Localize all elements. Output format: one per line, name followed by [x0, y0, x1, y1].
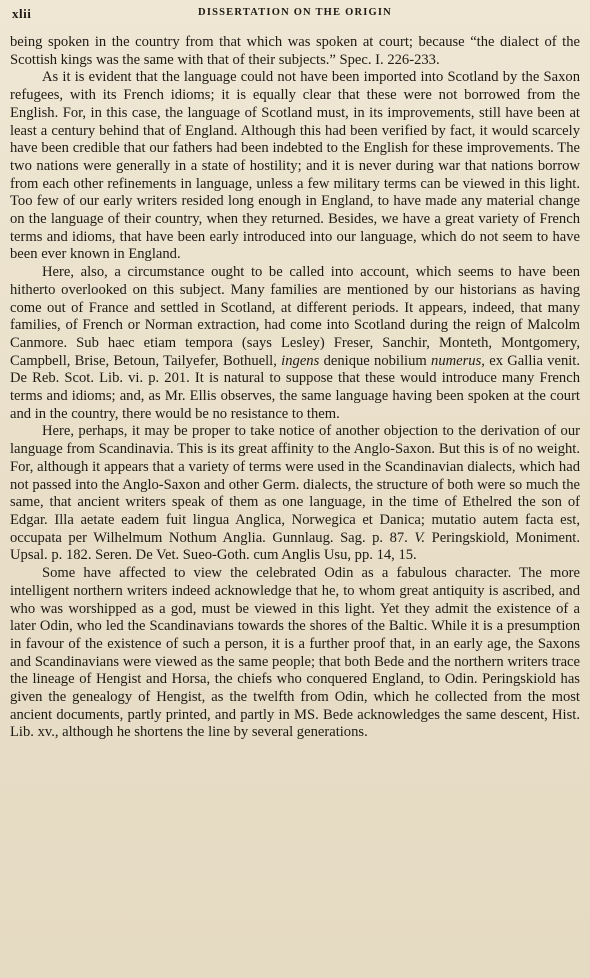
paragraph-continued: being spoken in the country from that which was spoken at court; because “the dialect of the Scottish kings was the same with that of their subjects.” Spec. I. 226-233. [10, 34, 580, 68]
paragraph-text: Here, perhaps, it may be proper to take notice of another objection to the derivation of our language from Scandinavia. This is its great affinity to the Anglo-Saxon. But this is of no weight. For, although it appears that a variety of terms were used in the Scandinavian dialects, which had not passed into the Anglo-Saxon and other Germ. dialects, the structure of both were so much the same, that ancient writers speak of them as one language, in the time of Ethelred the son of Edgar. Illa aetate eadem fuit lingua Anglica, Norwegica et Danica; mutatio autem facta est, occupata per Wilhelmum Nothum Anglia. Gunnlaug. Sag. p. 87. [10, 423, 580, 546]
italic-ingens: ingens [281, 352, 320, 369]
paragraph-french-families [10, 264, 580, 423]
page-number: xlii [12, 6, 32, 21]
paragraph-text: denique nobilium [323, 352, 427, 369]
paragraph-text: Here, also, a circumstance ought to be called into account, which seems to have been hitherto overlooked on this subject. Many families are mentioned by our historians as having come out of France and settled in Scotland, at different periods. It appears, indeed, that many families, of French or Norman extraction, had come into Scotland during the reign of Malcolm Canmore. Sub haec etiam tempora (says Lesley) Freser, Sanchir, Monteth, Montgomery, Campbell, Brise, Betoun, Tailyefer, Bothuell, [10, 264, 580, 369]
paragraph-odin: Some have affected to view the celebrated Odin as a fabulous character. The more intelligent northern writers indeed acknowledge that he, to whom great antiquity is ascribed, and who was worshipped as a god, must be viewed in this light. Yet they admit the existence of a later Odin, who led the Scandinavians towards the shores of the Baltic. While it is a presumption in favour of the existence of such a person, it is a further proof that, in an early age, the Saxons and Scandinavians were viewed as the same people; that both Bede and the northern writers trace the lineage of Hengist and Horsa, the chiefs who conquered England, to Odin. Peringskiold has given the genealogy of Hengist, as the twelfth from Odin, which he collected from the most ancient documents, partly printed, and partly in MS. Bede acknowledges the same descent, Hist. Lib. xv., although he shortens the line by several generations. [10, 565, 580, 741]
paragraph-scandinavia [10, 423, 580, 565]
running-head [10, 6, 580, 28]
paragraph-text: Peringskiold, Moniment. Upsal. p. 182. Seren. De Vet. Sueo-Goth. cum Anglis Usu, pp. 14, 15. [10, 529, 580, 564]
italic-v: V. [414, 529, 426, 546]
body-text [10, 34, 580, 742]
paragraph-french-idioms: As it is evident that the language could not have been imported into Scotland by the Saxon refugees, with its French idioms; it is equally clear that these were not borrowed from the English. For, in this case, the language of Scotland must, in its improvements, still have been at least a century behind that of England. Although this had been verified by fact, it would scarcely have been credible that our fathers had been indebted to the English for these improvements. The two nations were generally in a state of hostility; and it is never during war that nations borrow from each other refinements in language, unless a few military terms can be viewed in this light. Too few of our early writers resided long enough in England, to have made any material change on the language of their country, when they returned. Besides, we have a great variety of French terms and idioms, that have been early introduced into our language, which do not seem to have been ever known in England. [10, 69, 580, 263]
italic-numerus: numerus, [431, 352, 485, 369]
running-head-title: DISSERTATION ON THE ORIGIN [198, 7, 392, 18]
paragraph-text: ex Gallia venit. De Reb. Scot. Lib. vi. p. 201. It is natural to suppose that these would introduce many French terms and idioms; and, as Mr. Ellis observes, the same language having been spoken at the court and in the country, there would be no resistance to them. [10, 352, 581, 422]
